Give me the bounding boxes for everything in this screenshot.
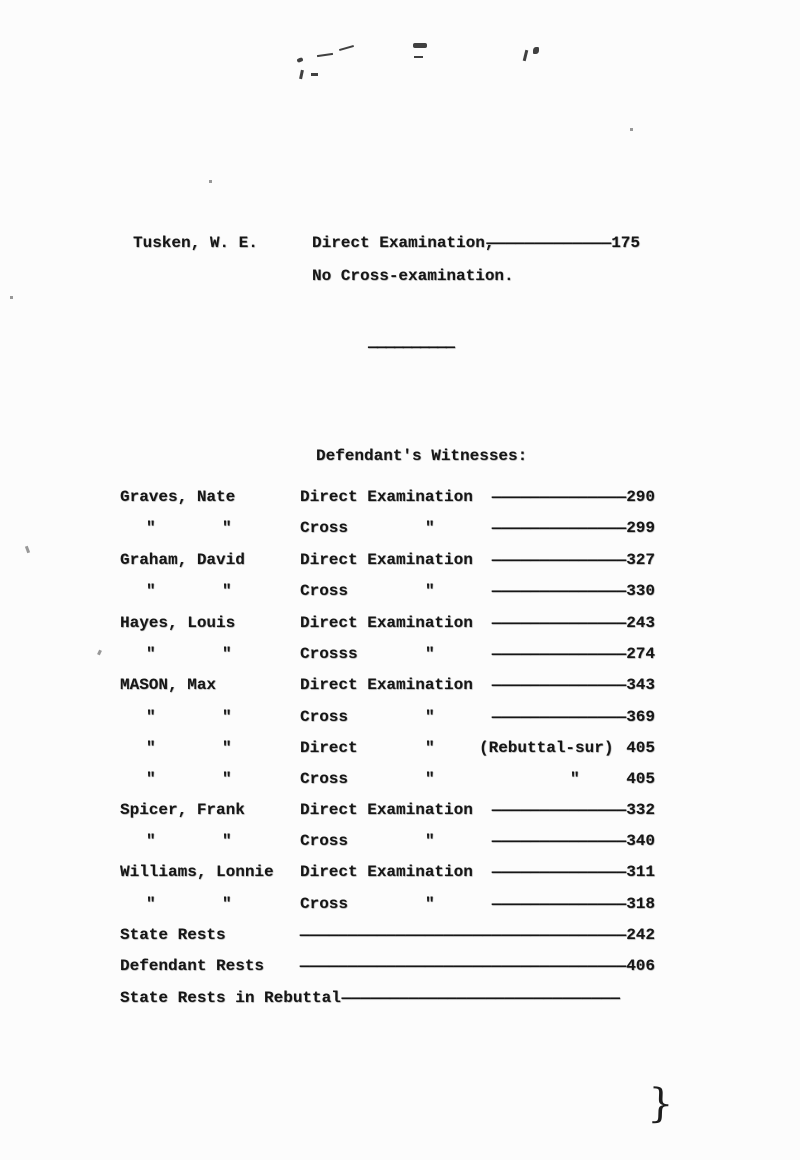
leader-dashes: —————————————— [491, 582, 627, 600]
ditto-mark: " [570, 770, 580, 788]
leader-dashes: —————————————— [491, 676, 627, 694]
page-number: 175 [611, 234, 640, 252]
leader-dashes: —————————————— [491, 645, 627, 663]
page-ref [626, 738, 655, 758]
page-ref [492, 675, 655, 695]
ditto-mark: " [222, 895, 232, 913]
ditto-mark: " [222, 832, 232, 850]
ditto-mark: " [222, 770, 232, 788]
witness-name: Tusken, W. E. [133, 234, 258, 252]
scan-speck [414, 56, 423, 58]
table-row [0, 675, 800, 695]
scan-speck [533, 47, 539, 54]
scan-speck [209, 180, 212, 183]
ditto-mark: " [146, 832, 156, 850]
exam-type: Direct Examination [300, 551, 473, 569]
exam-type: Cross [300, 708, 349, 726]
page-ref [492, 550, 655, 570]
ditto-mark: " [146, 895, 156, 913]
witness-name: Defendant Rests [120, 957, 265, 975]
leader-dashes: —————————————— [491, 488, 627, 506]
page-ref [492, 613, 655, 633]
page-number: 242 [626, 926, 655, 944]
exam-type: Direct Examination [300, 863, 473, 881]
rebuttal-note: (Rebuttal-sur) [479, 739, 614, 757]
table-row [0, 862, 800, 882]
table-row [0, 988, 800, 1008]
tusken-no-cross-line [0, 266, 800, 286]
page-ref [492, 862, 655, 882]
page-ref [492, 894, 655, 914]
page-number: 405 [626, 739, 655, 757]
leader-dashes: ————————————— [486, 234, 612, 252]
page-number: 332 [626, 801, 655, 819]
page-ref [486, 233, 640, 253]
leader-dashes: —————————————— [491, 801, 627, 819]
ditto-mark: " [425, 519, 435, 537]
scan-speck [311, 73, 318, 76]
table-row [0, 707, 800, 727]
ditto-mark: " [425, 770, 435, 788]
scan-speck [299, 70, 304, 79]
page-number: 327 [626, 551, 655, 569]
ditto-mark: " [222, 582, 232, 600]
ditto-mark: " [146, 708, 156, 726]
scan-speck [296, 57, 303, 63]
page-ref [626, 769, 655, 789]
page-ref [492, 707, 655, 727]
exam-type: Cross [300, 582, 349, 600]
table-row [0, 581, 800, 601]
leader-dashes: ————————————————————————————— [341, 989, 620, 1007]
page-ref [492, 831, 655, 851]
ditto-mark: " [222, 645, 232, 663]
page-number: 299 [626, 519, 655, 537]
leader-dashes: —————————————— [491, 832, 627, 850]
ditto-mark: " [222, 519, 232, 537]
leader-dashes: —————————————————————————————————— [299, 957, 627, 975]
ditto-mark: " [425, 739, 435, 757]
page-number: 243 [626, 614, 655, 632]
section-header: Defendant's Witnesses: [316, 447, 528, 465]
witness-name: State Rests in Rebuttal [120, 989, 341, 1007]
table-row [0, 613, 800, 633]
ditto-mark: " [146, 645, 156, 663]
exam-type: Direct Examination [300, 676, 473, 694]
table-row [0, 769, 800, 789]
table-row [0, 644, 800, 664]
exam-type: Direct [300, 739, 358, 757]
page-ref [492, 581, 655, 601]
tusken-direct-line [0, 233, 800, 253]
table-row [0, 956, 800, 976]
leader-dashes: —————————————— [491, 895, 627, 913]
scan-speck [10, 296, 13, 299]
page-ref [492, 644, 655, 664]
witness-name: MASON, Max [120, 676, 217, 694]
page-ref [492, 518, 655, 538]
page-number: 318 [626, 895, 655, 913]
page-number: 274 [626, 645, 655, 663]
page-ref [492, 800, 655, 820]
witness-name: State Rests [120, 926, 226, 944]
exam-type: Cross [300, 832, 349, 850]
leader-dashes: —————————————— [491, 863, 627, 881]
witness-name: Graves, Nate [120, 488, 236, 506]
table-row [0, 738, 800, 758]
no-cross-text: No Cross-examination. [312, 267, 514, 285]
table-row [0, 550, 800, 570]
page-number: 290 [626, 488, 655, 506]
page-number: 369 [626, 708, 655, 726]
scan-speck [339, 45, 354, 51]
exam-type: Direct Examination [300, 801, 473, 819]
exam-type: Direct Examination [300, 488, 473, 506]
page-number: 405 [626, 770, 655, 788]
witness-name: Graham, David [120, 551, 245, 569]
table-row [0, 894, 800, 914]
scan-speck [413, 43, 427, 48]
leader-dashes: —————————————— [491, 708, 627, 726]
witness-name: Williams, Lonnie [120, 863, 274, 881]
scan-speck [523, 50, 529, 61]
ditto-mark: " [425, 582, 435, 600]
table-row [0, 518, 800, 538]
ditto-mark: " [146, 739, 156, 757]
scan-speck [317, 53, 333, 57]
exam-type: Cross [300, 519, 349, 537]
page-ref [300, 925, 655, 945]
leader-dashes: —————————————— [491, 519, 627, 537]
leader-dashes: —————————————— [491, 614, 627, 632]
ditto-mark: " [425, 645, 435, 663]
page-ref [342, 988, 620, 1008]
leader-dashes: —————————————————————————————————— [299, 926, 627, 944]
exam-type: Cross [300, 895, 349, 913]
ditto-mark: " [222, 739, 232, 757]
separator-line: —————————— [368, 338, 455, 356]
page-number: 406 [626, 957, 655, 975]
scan-speck [630, 128, 633, 131]
witness-name: Spicer, Frank [120, 801, 245, 819]
ditto-mark: " [425, 708, 435, 726]
ditto-mark: " [146, 582, 156, 600]
ditto-mark: " [425, 832, 435, 850]
table-row [0, 800, 800, 820]
exam-type: Cross [300, 770, 349, 788]
page-number: 330 [626, 582, 655, 600]
stray-brace-mark: } [647, 1080, 675, 1128]
exam-type: Direct Examination [300, 614, 473, 632]
exam-type: Direct Examination, [312, 234, 495, 252]
ditto-mark: " [222, 708, 232, 726]
page-number: 340 [626, 832, 655, 850]
ditto-mark: " [146, 519, 156, 537]
table-row [0, 487, 800, 507]
witness-name: Hayes, Louis [120, 614, 236, 632]
page-number: 311 [626, 863, 655, 881]
ditto-mark: " [425, 895, 435, 913]
table-row [0, 925, 800, 945]
leader-dashes: —————————————— [491, 551, 627, 569]
table-row [0, 831, 800, 851]
exam-type: Crosss [300, 645, 358, 663]
page-number: 343 [626, 676, 655, 694]
page-ref [492, 487, 655, 507]
ditto-mark: " [146, 770, 156, 788]
page-ref [300, 956, 655, 976]
